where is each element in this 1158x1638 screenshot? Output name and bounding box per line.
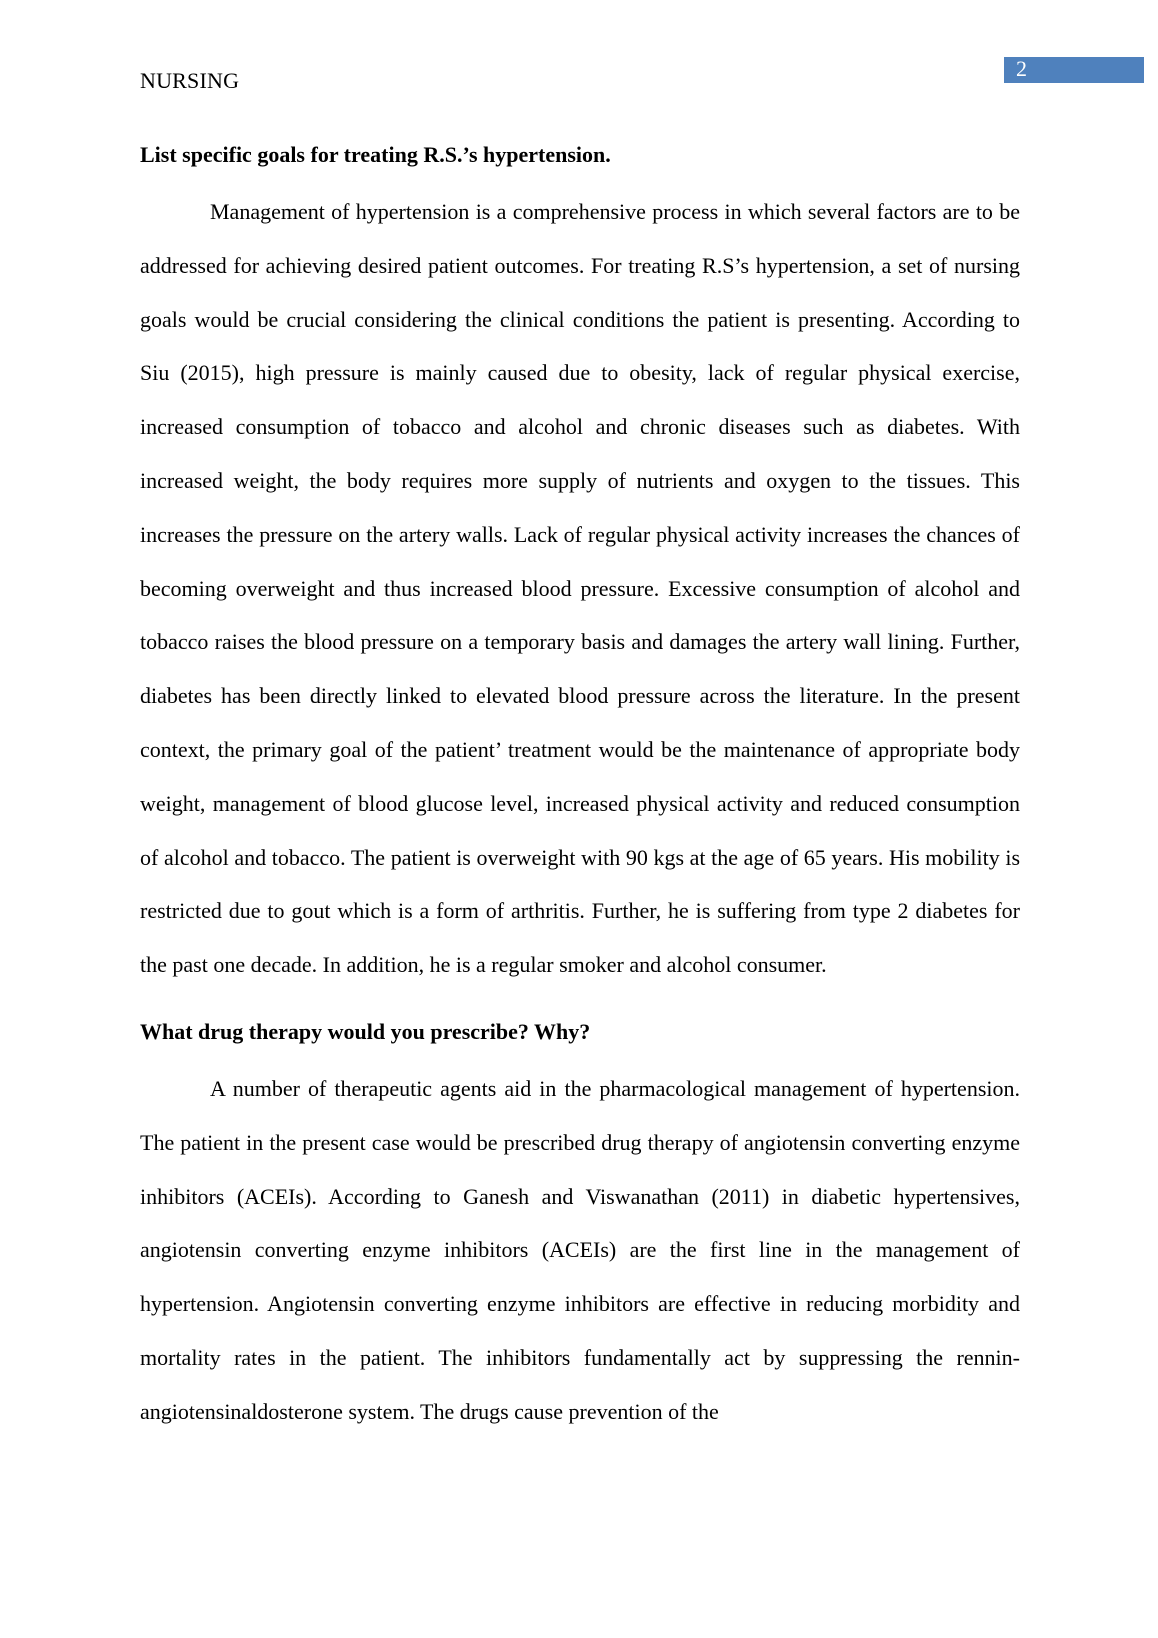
paragraph-drug-therapy: A number of therapeutic agents aid in the pharmacological management of hypertension. The patient in the present case would be prescribed drug therapy of angiotensin converting enzyme inhibitors (ACEIs). According to Ganesh and Viswanathan (2011) in diabetic hypertensives, angiotensin converting enzyme inhibitors (ACEIs) are the first line in the management of hypertension. Angiotensin converting enzyme inhibitors are effective in reducing morbidity and mortality rates in the patient. The inhibitors fundamentally act by suppressing the rennin-angiotensinaldosterone system. The drugs cause prevention of the [140,1075,1020,1424]
running-head: NURSING [140,68,240,93]
section-heading-drug-therapy: What drug therapy would you prescribe? Why? [140,1018,591,1044]
document-body [140,135,1020,1439]
section-heading-goals: List specific goals for treating R.S.’s hypertension. [140,142,611,167]
paragraph-goals: Management of hypertension is a comprehensive process in which several factors are to be addressed for achieving desired patient outcomes. For treating R.S’s hypertension, a set of nursing goals would be crucial considering the clinical conditions the patient is presenting. According to Siu (2015), high pressure is mainly caused due to obesity, lack of regular physical exercise, increased consumption of tobacco and alcohol and chronic diseases such as diabetes. With increased weight, the body requires more supply of nutrients and oxygen to the tissues. This increases the pressure on the artery walls. Lack of regular physical activity increases the chances of becoming overweight and thus increased blood pressure. Excessive consumption of alcohol and tobacco raises the blood pressure on a temporary basis and damages the artery wall lining. Further, diabetes has been directly linked to elevated blood pressure across the literature. In the present context, the primary goal of the patient’ treatment would be the maintenance of appropriate body weight, management of blood glucose level, increased physical activity and reduced consumption of alcohol and tobacco. The patient is overweight with 90 kgs at the age of 65 years. His mobility is restricted due to gout which is a form of arthritis. Further, he is suffering from type 2 diabetes for the past one decade. In addition, he is a regular smoker and alcohol consumer. [140,199,1020,978]
page-number: 2 [1016,56,1027,81]
page-number-box [1004,57,1144,83]
